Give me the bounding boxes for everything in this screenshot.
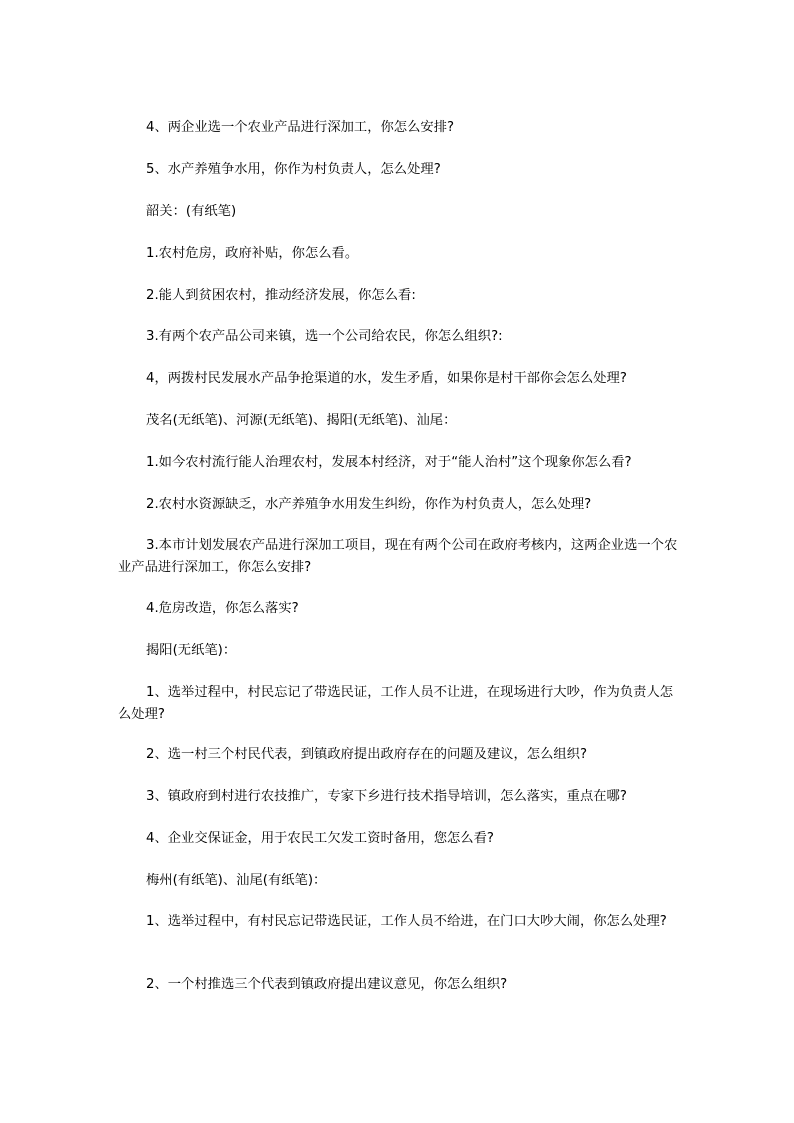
question-paragraph: 1.如今农村流行能人治理农村，发展本村经济，对于“能人治村”这个现象你怎么看? [146, 455, 632, 470]
section-heading: 茂名(无纸笔)、河源(无纸笔)、揭阳(无纸笔)、汕尾： [146, 413, 457, 428]
section-heading: 梅州(有纸笔)、汕尾(有纸笔)： [146, 873, 327, 888]
document-page [118, 0, 680, 1123]
question-paragraph: 4、企业交保证金，用于农民工欠发工资时备用，您怎么看? [146, 831, 494, 846]
question-paragraph: 5、水产养殖争水用，你作为村负责人，怎么处理? [146, 162, 441, 177]
question-paragraph: 3、镇政府到村进行农技推广，专家下乡进行技术指导培训，怎么落实，重点在哪? [146, 789, 627, 804]
question-paragraph: 1、选举过程中，有村民忘记带选民证，工作人员不给进，在门口大吵大闹，你怎么处理? [146, 914, 667, 929]
question-paragraph: 2.能人到贫困农村，推动经济发展，你怎么看: [146, 288, 416, 303]
question-paragraph: 2、一个村推选三个代表到镇政府提出建议意见，你怎么组织? [146, 977, 508, 992]
question-paragraph: 4，两拨村民发展水产品争抢渠道的水，发生矛盾，如果你是村干部你会怎么处理? [146, 371, 627, 386]
question-paragraph: 2、选一村三个村民代表，到镇政府提出政府存在的问题及建议，怎么组织? [146, 747, 588, 762]
question-paragraph: 1.农村危房，政府补贴，你怎么看。 [146, 246, 359, 261]
question-paragraph: 3.有两个农产品公司来镇，选一个公司给农民，你怎么组织?: [146, 329, 503, 344]
question-paragraph: 1、选举过程中，村民忘记了带选民证，工作人员不让进，在现场进行大吵，作为负责人怎么处理? [118, 685, 674, 722]
question-paragraph: 4.危房改造，你怎么落实? [146, 601, 299, 616]
question-paragraph: 4、两企业选一个农业产品进行深加工，你怎么安排? [146, 120, 455, 135]
section-heading: 揭阳(无纸笔)： [146, 643, 237, 658]
question-paragraph: 2.农村水资源缺乏，水产养殖争水用发生纠纷，你作为村负责人，怎么处理? [146, 497, 592, 512]
question-paragraph: 3.本市计划发展农产品进行深加工项目，现在有两个公司在政府考核内，这两企业选一个农业产品进行深加工，你怎么安排? [118, 538, 678, 575]
section-heading: 韶关：(有纸笔) [146, 204, 237, 219]
